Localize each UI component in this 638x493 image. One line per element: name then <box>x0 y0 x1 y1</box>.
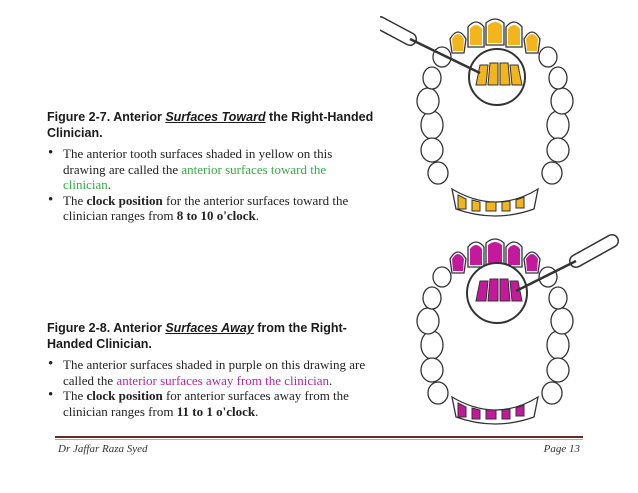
upper-premolar-r1 <box>549 67 567 89</box>
dental-arch-away-illustration <box>380 225 620 440</box>
upper-molar-r2 <box>551 88 573 114</box>
figure-2-7-bullets <box>47 146 377 224</box>
upper-premolar-r1 <box>549 287 567 309</box>
lower-molar-r2 <box>542 162 562 184</box>
figure-2-8-bullet-2: • The clock position for anterior surfaces away from the clinician ranges from 11 to 1 o'clock. <box>47 388 377 419</box>
figure-2-8-bullets <box>47 357 377 419</box>
term-anterior-surfaces-toward: anterior surfaces toward the clinician <box>63 161 327 192</box>
upper-molar-l1 <box>421 111 443 139</box>
lower-molar-l1 <box>421 358 443 382</box>
lower-molar-l2 <box>428 382 448 404</box>
upper-molar-r1 <box>547 111 569 139</box>
figure-2-7-bullet-1: • The anterior tooth surfaces shaded in yellow on this drawing are called the anterior surfaces toward the clinician. <box>47 146 377 193</box>
dental-arch-toward-illustration <box>380 5 620 220</box>
upper-premolar-l1 <box>423 67 441 89</box>
footer-divider-light <box>55 439 583 440</box>
term-anterior-surfaces-away: anterior surfaces away from the clinician <box>116 372 330 388</box>
upper-premolar-r2 <box>539 47 557 67</box>
upper-premolar-l1 <box>423 287 441 309</box>
figure-2-7-bullet-2: • The clock position for the anterior surfaces toward the clinician ranges from 8 to 10 o'clock. <box>47 193 377 224</box>
lower-molar-l2 <box>428 162 448 184</box>
upper-molar-l1 <box>421 331 443 359</box>
figure-2-7-title-emphasis: Surfaces Toward <box>165 110 266 124</box>
clock-range-toward: 8 to 10 o'clock <box>176 208 256 223</box>
footer-divider <box>55 436 583 438</box>
clock-range-away: 11 to 1 o'clock <box>176 403 256 419</box>
upper-molar-l2 <box>417 308 439 334</box>
figure-2-8-title-emphasis: Surfaces Away <box>165 321 254 335</box>
lower-molar-r2 <box>542 382 562 404</box>
upper-molar-l2 <box>417 88 439 114</box>
footer-author: Dr Jaffar Raza Syed <box>58 443 148 455</box>
upper-premolar-l2 <box>433 267 451 287</box>
upper-molar-r2 <box>551 308 573 334</box>
lower-molar-l1 <box>421 138 443 162</box>
figure-2-8-bullet-1: • The anterior surfaces shaded in purple on this drawing are called the anterior surfaces away from the clinician. <box>47 357 377 388</box>
figure-2-7-title: Figure 2-7. Anterior Surfaces Toward the Right-Handed Clinician. <box>47 110 374 140</box>
lower-molar-r1 <box>547 358 569 382</box>
upper-molar-r1 <box>547 331 569 359</box>
figure-2-8-title: Figure 2-8. Anterior Surfaces Away from the Right-Handed Clinician. <box>47 321 347 351</box>
footer-page-number: Page 13 <box>543 443 580 455</box>
lower-molar-r1 <box>547 138 569 162</box>
